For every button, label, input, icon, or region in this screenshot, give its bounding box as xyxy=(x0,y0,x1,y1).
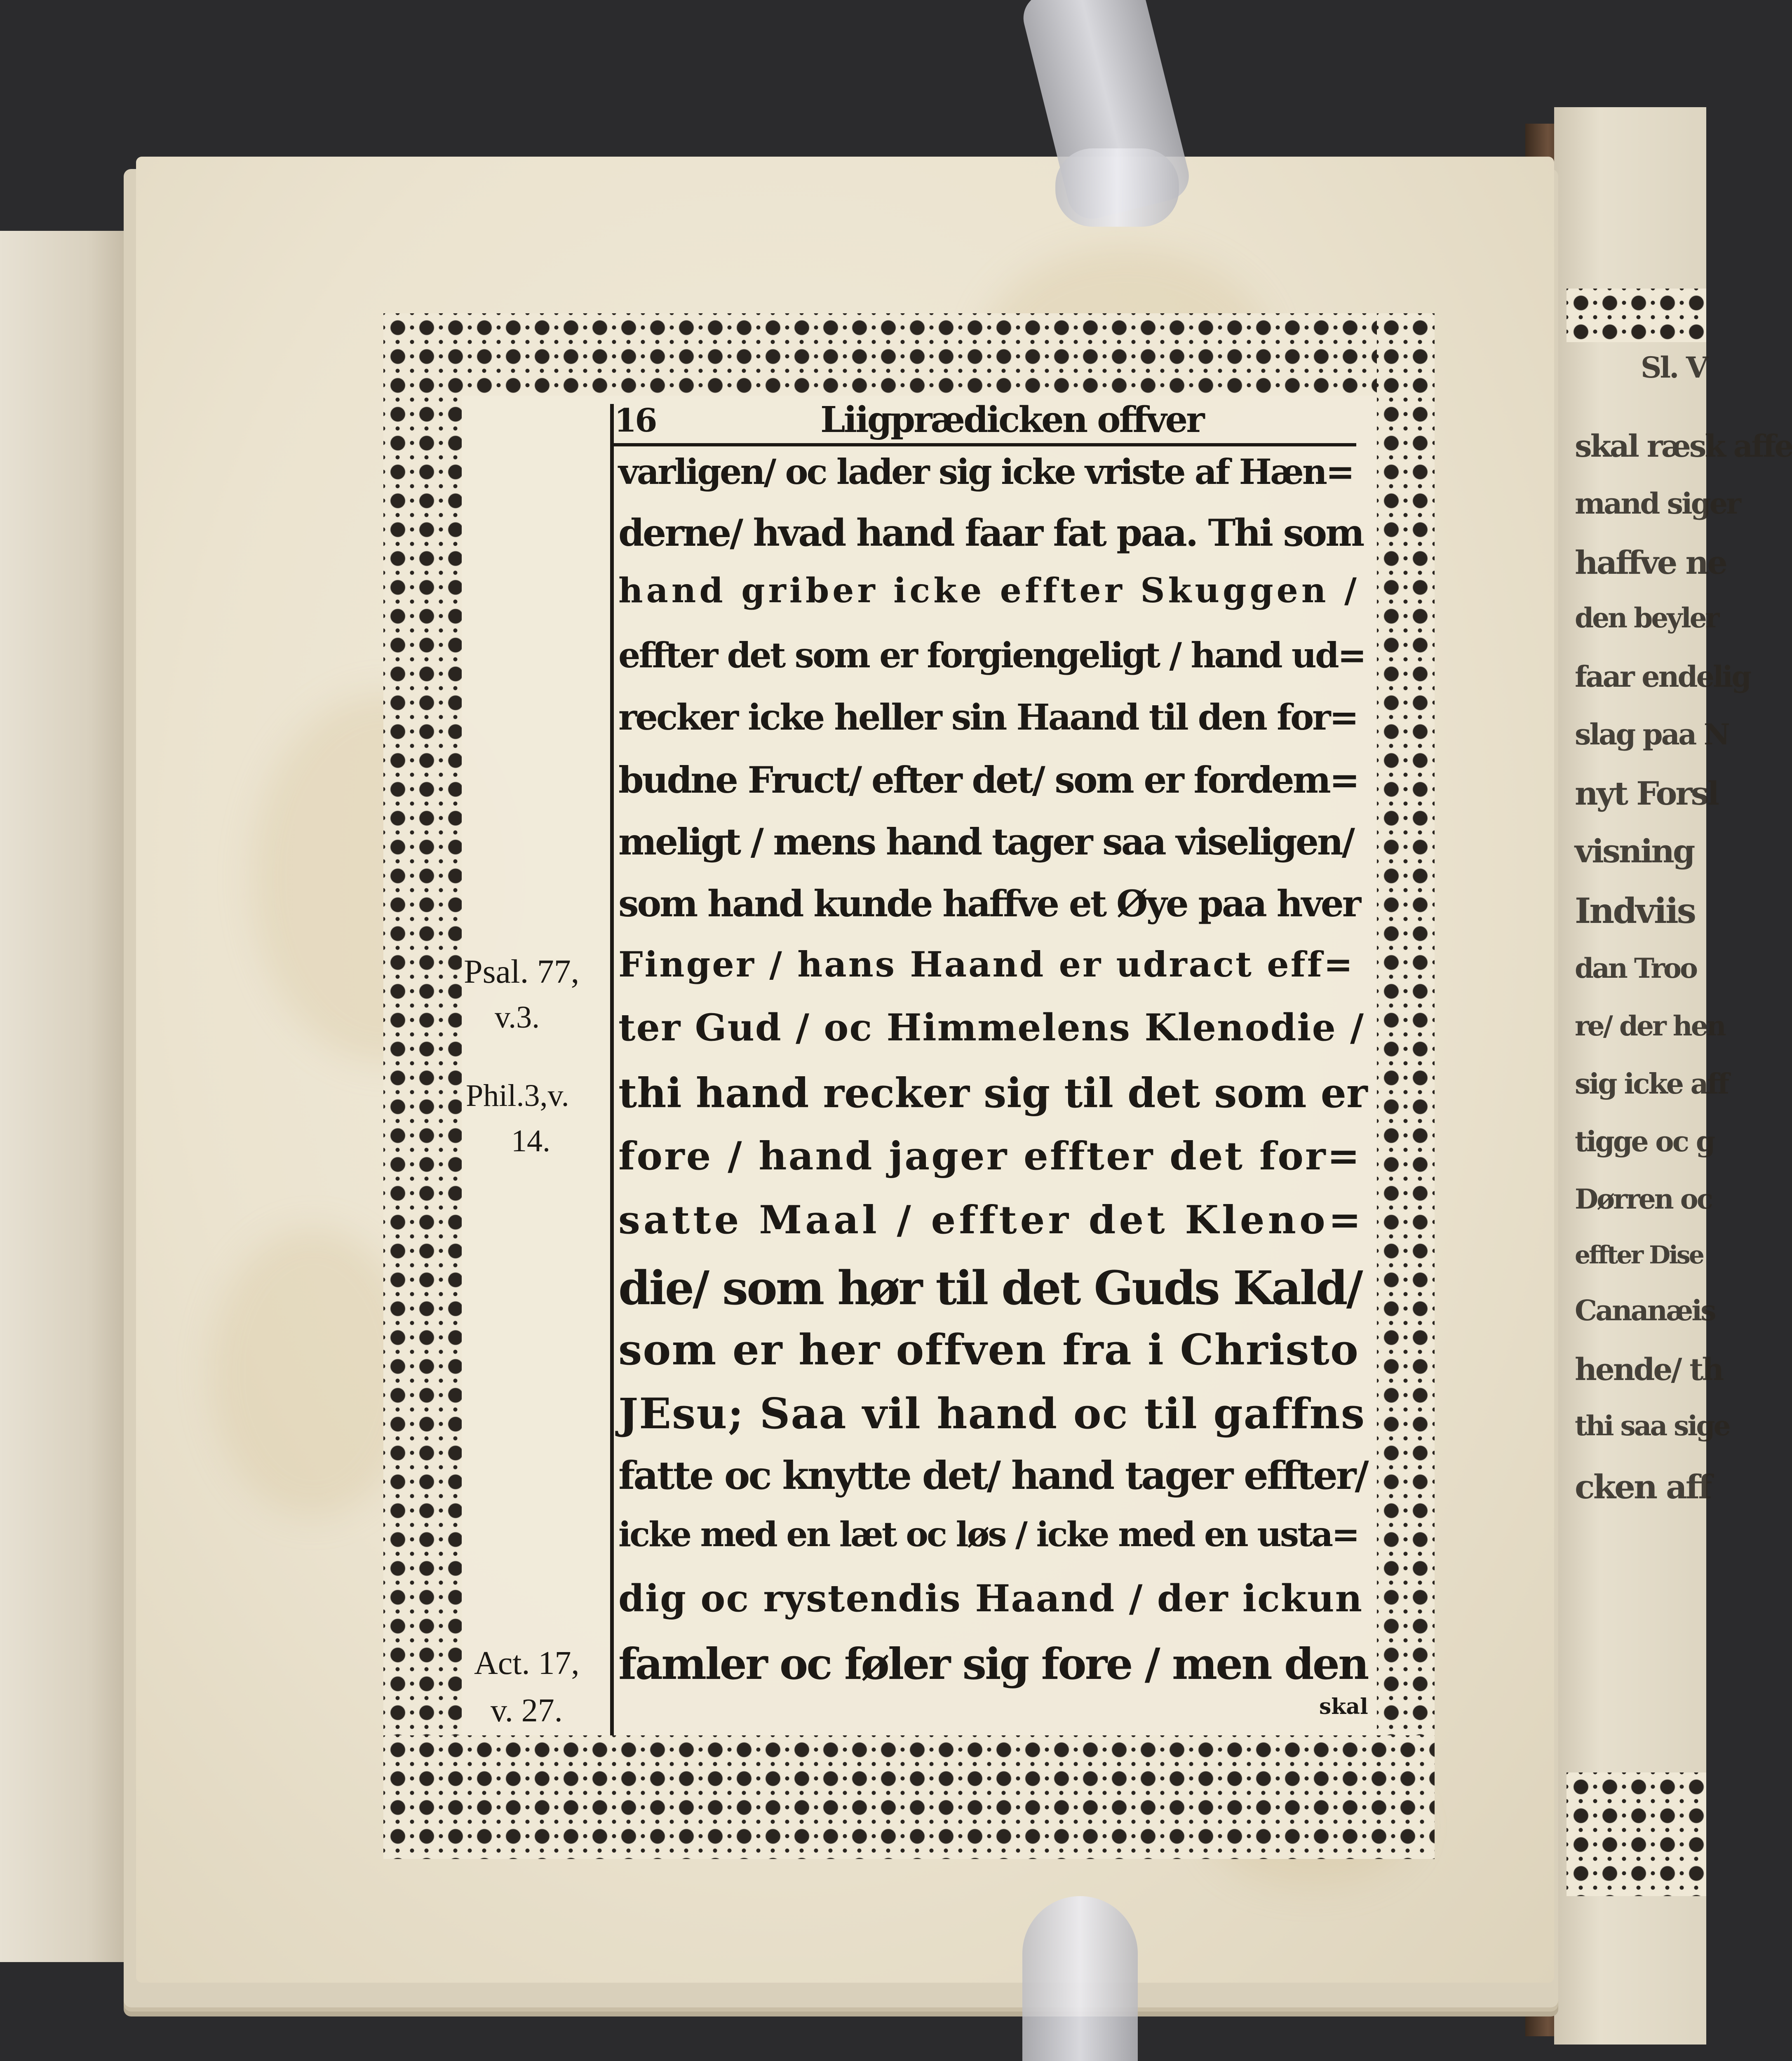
text-line-19: dig oc rystendis Haand / der ickun xyxy=(618,1577,1363,1620)
text-line-1: varligen/ oc lader sig icke vriste af Hæn= xyxy=(618,451,1353,492)
margin-note-acts-verse: v. 27. xyxy=(491,1692,563,1729)
ornament-border-right xyxy=(1377,313,1435,1797)
running-title: Liigprædicken offver xyxy=(820,399,1203,441)
facing-line-8: visning xyxy=(1575,833,1694,870)
margin-note-psalm: Psal. 77, xyxy=(464,953,580,990)
facing-line-15: effter Dise xyxy=(1575,1241,1703,1270)
facing-line-7: nyt Forsl xyxy=(1575,775,1718,812)
facing-line-6: slag paa N xyxy=(1575,717,1729,751)
page-number: 16 xyxy=(614,402,656,439)
text-line-15: som er her offven fra i Christo xyxy=(618,1325,1359,1375)
facing-ornament-bottom xyxy=(1567,1772,1706,1896)
margin-note-acts: Act. 17, xyxy=(474,1645,580,1681)
facing-line-12: sig icke aff xyxy=(1575,1068,1728,1101)
facing-line-9: Indviis xyxy=(1575,890,1695,931)
facing-line-10: dan Troo xyxy=(1575,952,1697,984)
catchword: skal xyxy=(1319,1694,1368,1719)
facing-line-17: hende/ th xyxy=(1575,1352,1723,1387)
text-line-2: derne/ hvad hand faar fat paa. Thi som xyxy=(618,511,1363,555)
facing-line-19: cken aff xyxy=(1575,1467,1711,1506)
facing-header: Sl. V xyxy=(1641,350,1707,385)
text-line-14: die/ som hør til det Guds Kald/ xyxy=(618,1261,1362,1315)
text-line-16: JEsu; Saa vil hand oc til gaffns xyxy=(618,1389,1366,1439)
text-line-5: recker icke heller sin Haand til den for= xyxy=(618,697,1358,738)
text-line-20: famler oc føler sig fore / men den xyxy=(618,1638,1368,1689)
text-line-3: hand griber icke effter Skuggen / xyxy=(618,571,1360,610)
text-line-13: satte Maal / effter det Kleno= xyxy=(618,1197,1365,1243)
text-line-8: som hand kunde haffve et Øye paa hver xyxy=(618,882,1360,925)
margin-note-philippians-verse: 14. xyxy=(511,1124,550,1158)
margin-note-philippians: Phil.3,v. xyxy=(466,1078,569,1113)
text-line-6: budne Fruct/ efter det/ som er fordem= xyxy=(618,758,1358,801)
facing-line-4: den beyler xyxy=(1575,602,1718,634)
text-line-9: Finger / hans Haand er udract eff= xyxy=(618,944,1355,985)
facing-line-1: skal ræsk affe xyxy=(1575,429,1792,464)
text-line-10: ter Gud / oc Himmelens Klenodie / xyxy=(618,1006,1365,1049)
text-line-7: meligt / mens hand tager saa viseligen/ xyxy=(618,820,1353,863)
facing-page-text xyxy=(1567,256,1792,1657)
text-line-4: effter det som er forgiengeligt / hand ud= xyxy=(618,635,1365,676)
header-rule xyxy=(610,443,1356,446)
facing-line-2: mand siger xyxy=(1575,486,1740,521)
facing-line-16: Cananæis xyxy=(1575,1294,1715,1327)
ornament-border-top xyxy=(383,313,1435,396)
top-clip-tip xyxy=(1055,148,1179,227)
margin-rule xyxy=(610,404,614,1735)
ornament-border-left xyxy=(383,313,462,1797)
text-line-11: thi hand recker sig til det som er xyxy=(618,1070,1368,1117)
facing-line-13: tigge oc g xyxy=(1575,1125,1714,1158)
text-line-12: fore / hand jager effter det for= xyxy=(618,1134,1362,1179)
facing-line-3: haffve ne xyxy=(1575,544,1726,582)
facing-line-5: faar endelig xyxy=(1575,660,1750,694)
facing-line-11: re/ der hen xyxy=(1575,1010,1725,1042)
bottom-page-clip xyxy=(1022,1896,1138,2061)
margin-note-psalm-verse: v.3. xyxy=(495,1000,540,1035)
text-line-17: fatte oc knytte det/ hand tager effter/ xyxy=(618,1453,1367,1498)
ornament-border-bottom xyxy=(383,1735,1435,1859)
facing-ornament-top xyxy=(1567,289,1706,342)
facing-line-14: Dørren oc xyxy=(1575,1183,1712,1215)
facing-line-18: thi saa sige xyxy=(1575,1410,1729,1442)
text-line-18: icke med en læt oc løs / icke med en usta= xyxy=(618,1515,1358,1554)
